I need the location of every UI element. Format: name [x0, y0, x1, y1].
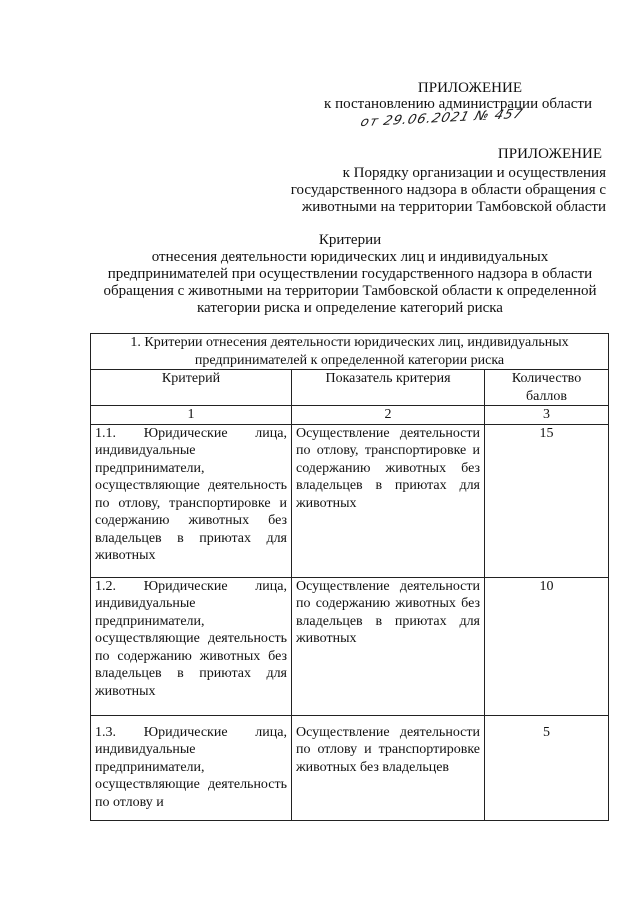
criterion-cell: 1.1. Юридические лица, индивидуальные предприниматели, осуществляющие деятельность по отлову, транспортировке и содержанию животных без владельцев в приютах для животных	[91, 424, 292, 577]
criteria-title: Критерии	[318, 232, 382, 248]
criteria-title-line2: предпринимателей при осуществлении государственного надзора в области	[107, 266, 593, 282]
appendix-procedure-line1: к Порядку организации и осуществления	[342, 165, 606, 181]
criteria-table	[90, 333, 609, 821]
points-cell: 15	[485, 424, 609, 577]
table-row	[91, 577, 609, 715]
criterion-cell: 1.2. Юридические лица, индивидуальные предприниматели, осуществляющие деятельность по содержанию животных без владельцев в приютах для животных	[91, 577, 292, 715]
appendix-procedure-line2: государственного надзора в области обращения с	[290, 182, 606, 198]
table-row	[91, 715, 609, 820]
col-number-3: 3	[485, 406, 609, 425]
criteria-title-line1: отнесения деятельности юридических лиц и индивидуальных	[151, 249, 549, 265]
appendix-heading-2: ПРИЛОЖЕНИЕ	[497, 146, 602, 162]
table-section-row	[91, 334, 609, 370]
points-cell: 5	[485, 715, 609, 820]
criteria-title-line3: обращения с животными на территории Тамбовской области к определенной	[103, 283, 597, 299]
indicator-cell: Осуществление деятельности по отлову, транспортировке и содержанию животных без владельцев в приютах для животных	[292, 424, 485, 577]
appendix-heading: ПРИЛОЖЕНИЕ	[417, 80, 522, 96]
table-header-row	[91, 370, 609, 406]
header-criterion: Критерий	[91, 370, 292, 406]
criterion-cell: 1.3. Юридические лица, индивидуальные предприниматели, осуществляющие деятельность по отлову и	[91, 715, 292, 820]
table-row	[91, 424, 609, 577]
col-number-2: 2	[292, 406, 485, 425]
appendix-decree-line: к постановлению администрации области	[324, 96, 592, 112]
col-number-1: 1	[91, 406, 292, 425]
handwritten-date-number: от 29.06.2021 № 457	[358, 106, 525, 131]
header-points: Количество баллов	[485, 370, 609, 406]
indicator-cell: Осуществление деятельности по отлову и транспортировке животных без владельцев	[292, 715, 485, 820]
points-cell: 10	[485, 577, 609, 715]
section-title: 1. Критерии отнесения деятельности юридических лиц, индивидуальных предпринимателей к определенной категории риска	[91, 334, 609, 370]
table-number-row	[91, 406, 609, 425]
indicator-cell: Осуществление деятельности по содержанию животных без владельцев в приютах для животных	[292, 577, 485, 715]
appendix-procedure-line3: животными на территории Тамбовской области	[301, 199, 606, 215]
header-indicator: Показатель критерия	[292, 370, 485, 406]
criteria-title-line4: категории риска и определение категорий риска	[197, 300, 503, 316]
